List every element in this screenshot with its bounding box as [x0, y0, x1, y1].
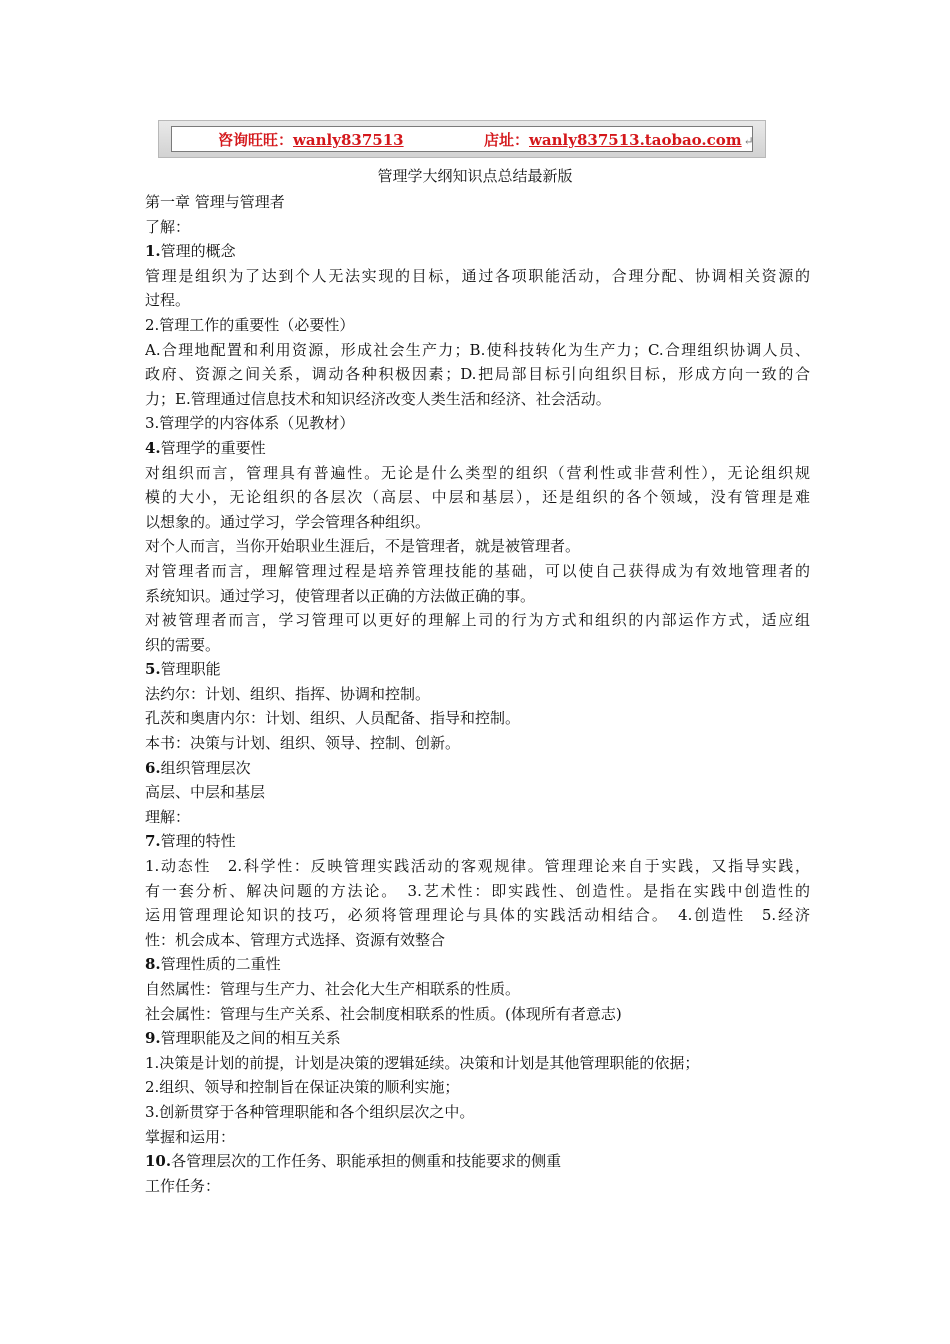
- text-line: [145, 879, 810, 904]
- text-line: [145, 584, 810, 609]
- line-text: 法约尔：计划、组织、指挥、协调和控制。: [145, 684, 431, 703]
- line-text: 对组织而言，管理具有普遍性。无论是什么类型的组织（营利性或非营利性），无论组织规: [145, 463, 810, 482]
- text-line: [145, 264, 810, 289]
- section-number: 5.: [145, 660, 161, 679]
- line-text: 第一章 管理与管理者: [145, 193, 285, 211]
- line-text: 2.管理工作的重要性（必要性）: [145, 315, 355, 334]
- text-line: [145, 731, 810, 756]
- consult-info: [218, 131, 404, 149]
- text-line: [145, 362, 810, 387]
- line-text: 过程。: [145, 291, 191, 310]
- section-number: 6.: [145, 758, 161, 777]
- shop-url: wanly837513.taobao.com: [529, 131, 742, 149]
- line-text: 各管理层次的工作任务、职能承担的侧重和技能要求的侧重: [171, 1152, 562, 1171]
- line-text: 社会属性：管理与生产关系、社会制度相联系的性质。(体现所有者意志): [145, 1004, 622, 1023]
- text-line: [145, 1051, 810, 1076]
- shop-banner-frame: [171, 126, 753, 152]
- text-line: [145, 633, 810, 658]
- line-text: 自然属性：管理与生产力、社会化大生产相联系的性质。: [145, 980, 521, 998]
- line-text: 管理职能: [160, 660, 221, 679]
- return-mark: ↵: [743, 134, 754, 148]
- text-line: [145, 829, 810, 854]
- line-text: 管理的特性: [160, 832, 236, 851]
- text-line: [145, 1100, 810, 1125]
- section-number: 10.: [145, 1152, 172, 1171]
- text-line: [145, 436, 810, 461]
- text-line: [145, 756, 810, 781]
- text-line: [145, 338, 810, 363]
- line-text: 孔茨和奥唐内尔：计划、组织、人员配备、指导和控制。: [145, 709, 521, 728]
- section-number: 8.: [145, 955, 161, 974]
- text-line: [145, 805, 810, 830]
- line-text: 对被管理者而言，学习管理可以更好的理解上司的行为方式和组织的内部运作方式，适应组: [145, 611, 810, 630]
- text-line: [145, 461, 810, 486]
- line-text: 对个人而言，当你开始职业生涯后，不是管理者，就是被管理者。: [145, 537, 581, 556]
- text-line: [145, 288, 810, 313]
- line-text: 力；E.管理通过信息技术和知识经济改变人类生活和经济、社会活动。: [145, 389, 611, 408]
- section-number: 1.: [145, 242, 161, 261]
- line-text: 政府、资源之间关系，调动各种积极因素；D.把局部目标引向组织目标，形成方向一致的合: [145, 365, 810, 384]
- text-line: [145, 928, 810, 953]
- consult-label: 咨询旺旺：: [218, 131, 294, 149]
- line-text: 1.动态性 2.科学性：反映管理实践活动的客观规律。管理理论来自于实践，又指导实践，: [145, 857, 810, 876]
- line-text: 了解：: [145, 217, 191, 236]
- text-line: [145, 411, 810, 436]
- line-text: A.合理地配置和利用资源，形成社会生产力；B.使科技转化为生产力；C.合理组织协调人员、: [145, 340, 810, 359]
- text-line: [145, 977, 810, 1002]
- text-line: [145, 559, 810, 584]
- text-line: [145, 1149, 810, 1174]
- line-text: 3.创新贯穿于各种管理职能和各个组织层次之中。: [145, 1102, 475, 1121]
- text-line: [145, 1075, 810, 1100]
- line-text: 理解：: [145, 807, 191, 826]
- text-line: [145, 534, 810, 559]
- section-number: 4.: [145, 438, 161, 457]
- shop-banner: [158, 120, 766, 158]
- line-text: 系统知识。通过学习，使管理者以正确的方法做正确的事。: [145, 586, 536, 605]
- line-text: 以想象的。通过学习，学会管理各种组织。: [145, 512, 431, 531]
- text-line: [145, 313, 810, 338]
- line-text: 模的大小，无论组织的各层次（高层、中层和基层），还是组织的各个领域，没有管理是难: [145, 488, 810, 507]
- line-text: 管理的概念: [160, 242, 236, 261]
- line-text: 掌握和运用：: [145, 1127, 236, 1146]
- consult-id: wanly837513: [293, 131, 404, 149]
- line-text: 1.决策是计划的前提，计划是决策的逻辑延续。决策和计划是其他管理职能的依据；: [145, 1053, 700, 1072]
- text-line: [145, 1174, 810, 1199]
- section-number: 9.: [145, 1029, 161, 1048]
- text-line: [145, 485, 810, 510]
- line-text: 织的需要。: [145, 635, 221, 654]
- line-text: 运用管理理论知识的技巧，必须将管理理论与具体的实践活动相结合。 4.创造性 5.经济: [145, 906, 810, 925]
- line-text: 3.管理学的内容体系（见教材）: [145, 414, 355, 433]
- text-line: [145, 608, 810, 633]
- section-number: 7.: [145, 832, 161, 851]
- line-text: 管理学的重要性: [160, 438, 266, 457]
- line-text: 有一套分析、解决问题的方法论。 3.艺术性：即实践性、创造性。是指在实践中创造性的: [145, 881, 810, 900]
- text-line: [145, 1002, 810, 1027]
- text-line: [145, 952, 810, 977]
- line-text: 本书：决策与计划、组织、领导、控制、创新。: [145, 734, 461, 753]
- text-line: [145, 657, 810, 682]
- line-text: 高层、中层和基层: [145, 783, 266, 802]
- text-line: [145, 682, 810, 707]
- text-line: [145, 854, 810, 879]
- line-text: 管理是组织为了达到个人无法实现的目标，通过各项职能活动，合理分配、协调相关资源的: [145, 266, 810, 285]
- text-line: [145, 903, 810, 928]
- line-text: 对管理者而言，理解管理过程是培养管理技能的基础，可以使自己获得成为有效地管理者的: [145, 561, 810, 580]
- line-text: 管理性质的二重性: [160, 955, 281, 974]
- text-line: [145, 510, 810, 535]
- shop-label: 店址：: [484, 131, 530, 149]
- text-line: [145, 1026, 810, 1051]
- shop-info: [484, 131, 754, 150]
- document-body: [145, 190, 810, 1198]
- line-text: 性：机会成本、管理方式选择、资源有效整合: [145, 930, 446, 949]
- text-line: [145, 387, 810, 412]
- document-title: 管理学大纲知识点总结最新版: [377, 167, 573, 185]
- text-line: [145, 215, 810, 240]
- line-text: 工作任务：: [145, 1176, 221, 1195]
- text-line: [145, 190, 810, 215]
- text-line: [145, 780, 810, 805]
- line-text: 2.组织、领导和控制旨在保证决策的顺利实施；: [145, 1078, 460, 1097]
- text-line: [145, 1125, 810, 1150]
- text-line: [145, 239, 810, 264]
- text-line: [145, 706, 810, 731]
- line-text: 管理职能及之间的相互关系: [160, 1029, 341, 1048]
- line-text: 组织管理层次: [160, 758, 251, 777]
